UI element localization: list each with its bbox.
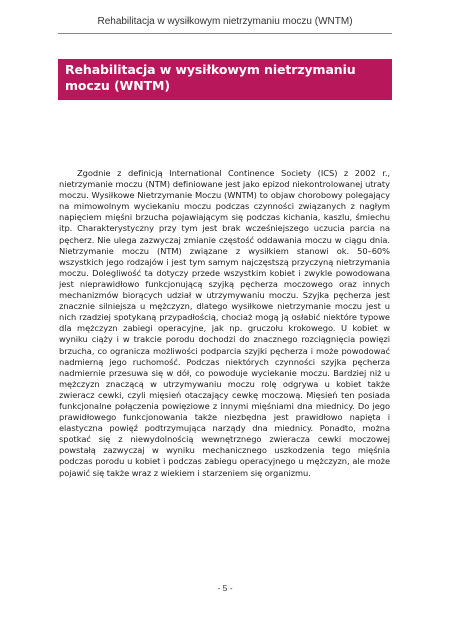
- running-header: Rehabilitacja w wysiłkowym nietrzymaniu moczu (WNTM): [58, 12, 392, 34]
- body-paragraph: Zgodnie z definicją International Continence Society (ICS) z 2002 r., nietrzymanie moczu (NTM) definiowane jest jako epizod niekontrolowanej utraty moczu. Wysiłkowe Nietrzymanie Moczu (WNTM) to objaw chorobowy polegający na mimowolnym wyciekaniu moczu podczas czynności związanych z nagłym napięciem mięśni brzucha pojawiającym się podczas kichania, kaszlu, śmiechu itp. Charakterystyczny przy tym jest brak wcześniejszego uczucia parcia na pęcherz. Nie ulega zazwyczaj zmianie częstość oddawania moczu w ciągu dnia. Nietrzymanie moczu (NTM) związane z wysiłkiem stanowi ok. 50–60% wszystkich jego rodzajów i jest tym samym najczęstszą przyczyną nietrzymania moczu. Dolegliwość ta dotyczy przede wszystkim kobiet i zwykle powodowana jest nieprawidłowo funkcjonującą szyjką pęcherza moczowego oraz innych mechanizmów biorących udział w utrzymywaniu moczu. Szyjka pęcherza jest znacznie silniejsza u mężczyzn, dlatego wysiłkowe nietrzymanie moczu jest u nich rzadziej spotykaną przypadłością, chociaż mogą ją osłabić niektóre typowe dla mężczyzn zabiegi operacyjne, jak np. gruczołu krokowego. U kobiet w wyniku ciąży i w trakcie porodu dochodzi do znacznego rozciągnięcia powięzi brzucha, co ogranicza możliwości podparcia szyjki pęcherza i może powodować nadmierną jego ruchomość. Podczas niektórych czynności szyjka pęcherza nadmiernie przesuwa się w dół, co powoduje wyciekanie moczu. Bardziej niż u mężczyzn znaczącą w utrzymywaniu moczu rolę odgrywa u kobiet także zwieracz cewki, czyli mięsień otaczający cewkę moczową. Mięsień ten posiada funkcjonalne połączenia powięziowe z innymi mięśniami dna miednicy. Do jego prawidłowego funkcjonowania także niezbędna jest prawidłowo napięta i elastyczna powięź podtrzymująca narządy dna miednicy. Ponadto, można spotkać się z niewydolnością wewnętrznego zwieracza cewki moczowej powstałą zazwyczaj w wyniku mechanicznego uszkodzenia tego mięśnia podczas porodu u kobiet i podczas zabiegu operacyjnego u mężczyzn, ale może pojawić się także wraz z wiekiem i starzeniem się organizmu.: [59, 168, 390, 478]
- page-number: - 5 -: [217, 583, 233, 593]
- chapter-title-banner: [58, 59, 392, 100]
- chapter-title: Rehabilitacja w wysiłkowym nietrzymaniu moczu (WNTM): [65, 62, 356, 93]
